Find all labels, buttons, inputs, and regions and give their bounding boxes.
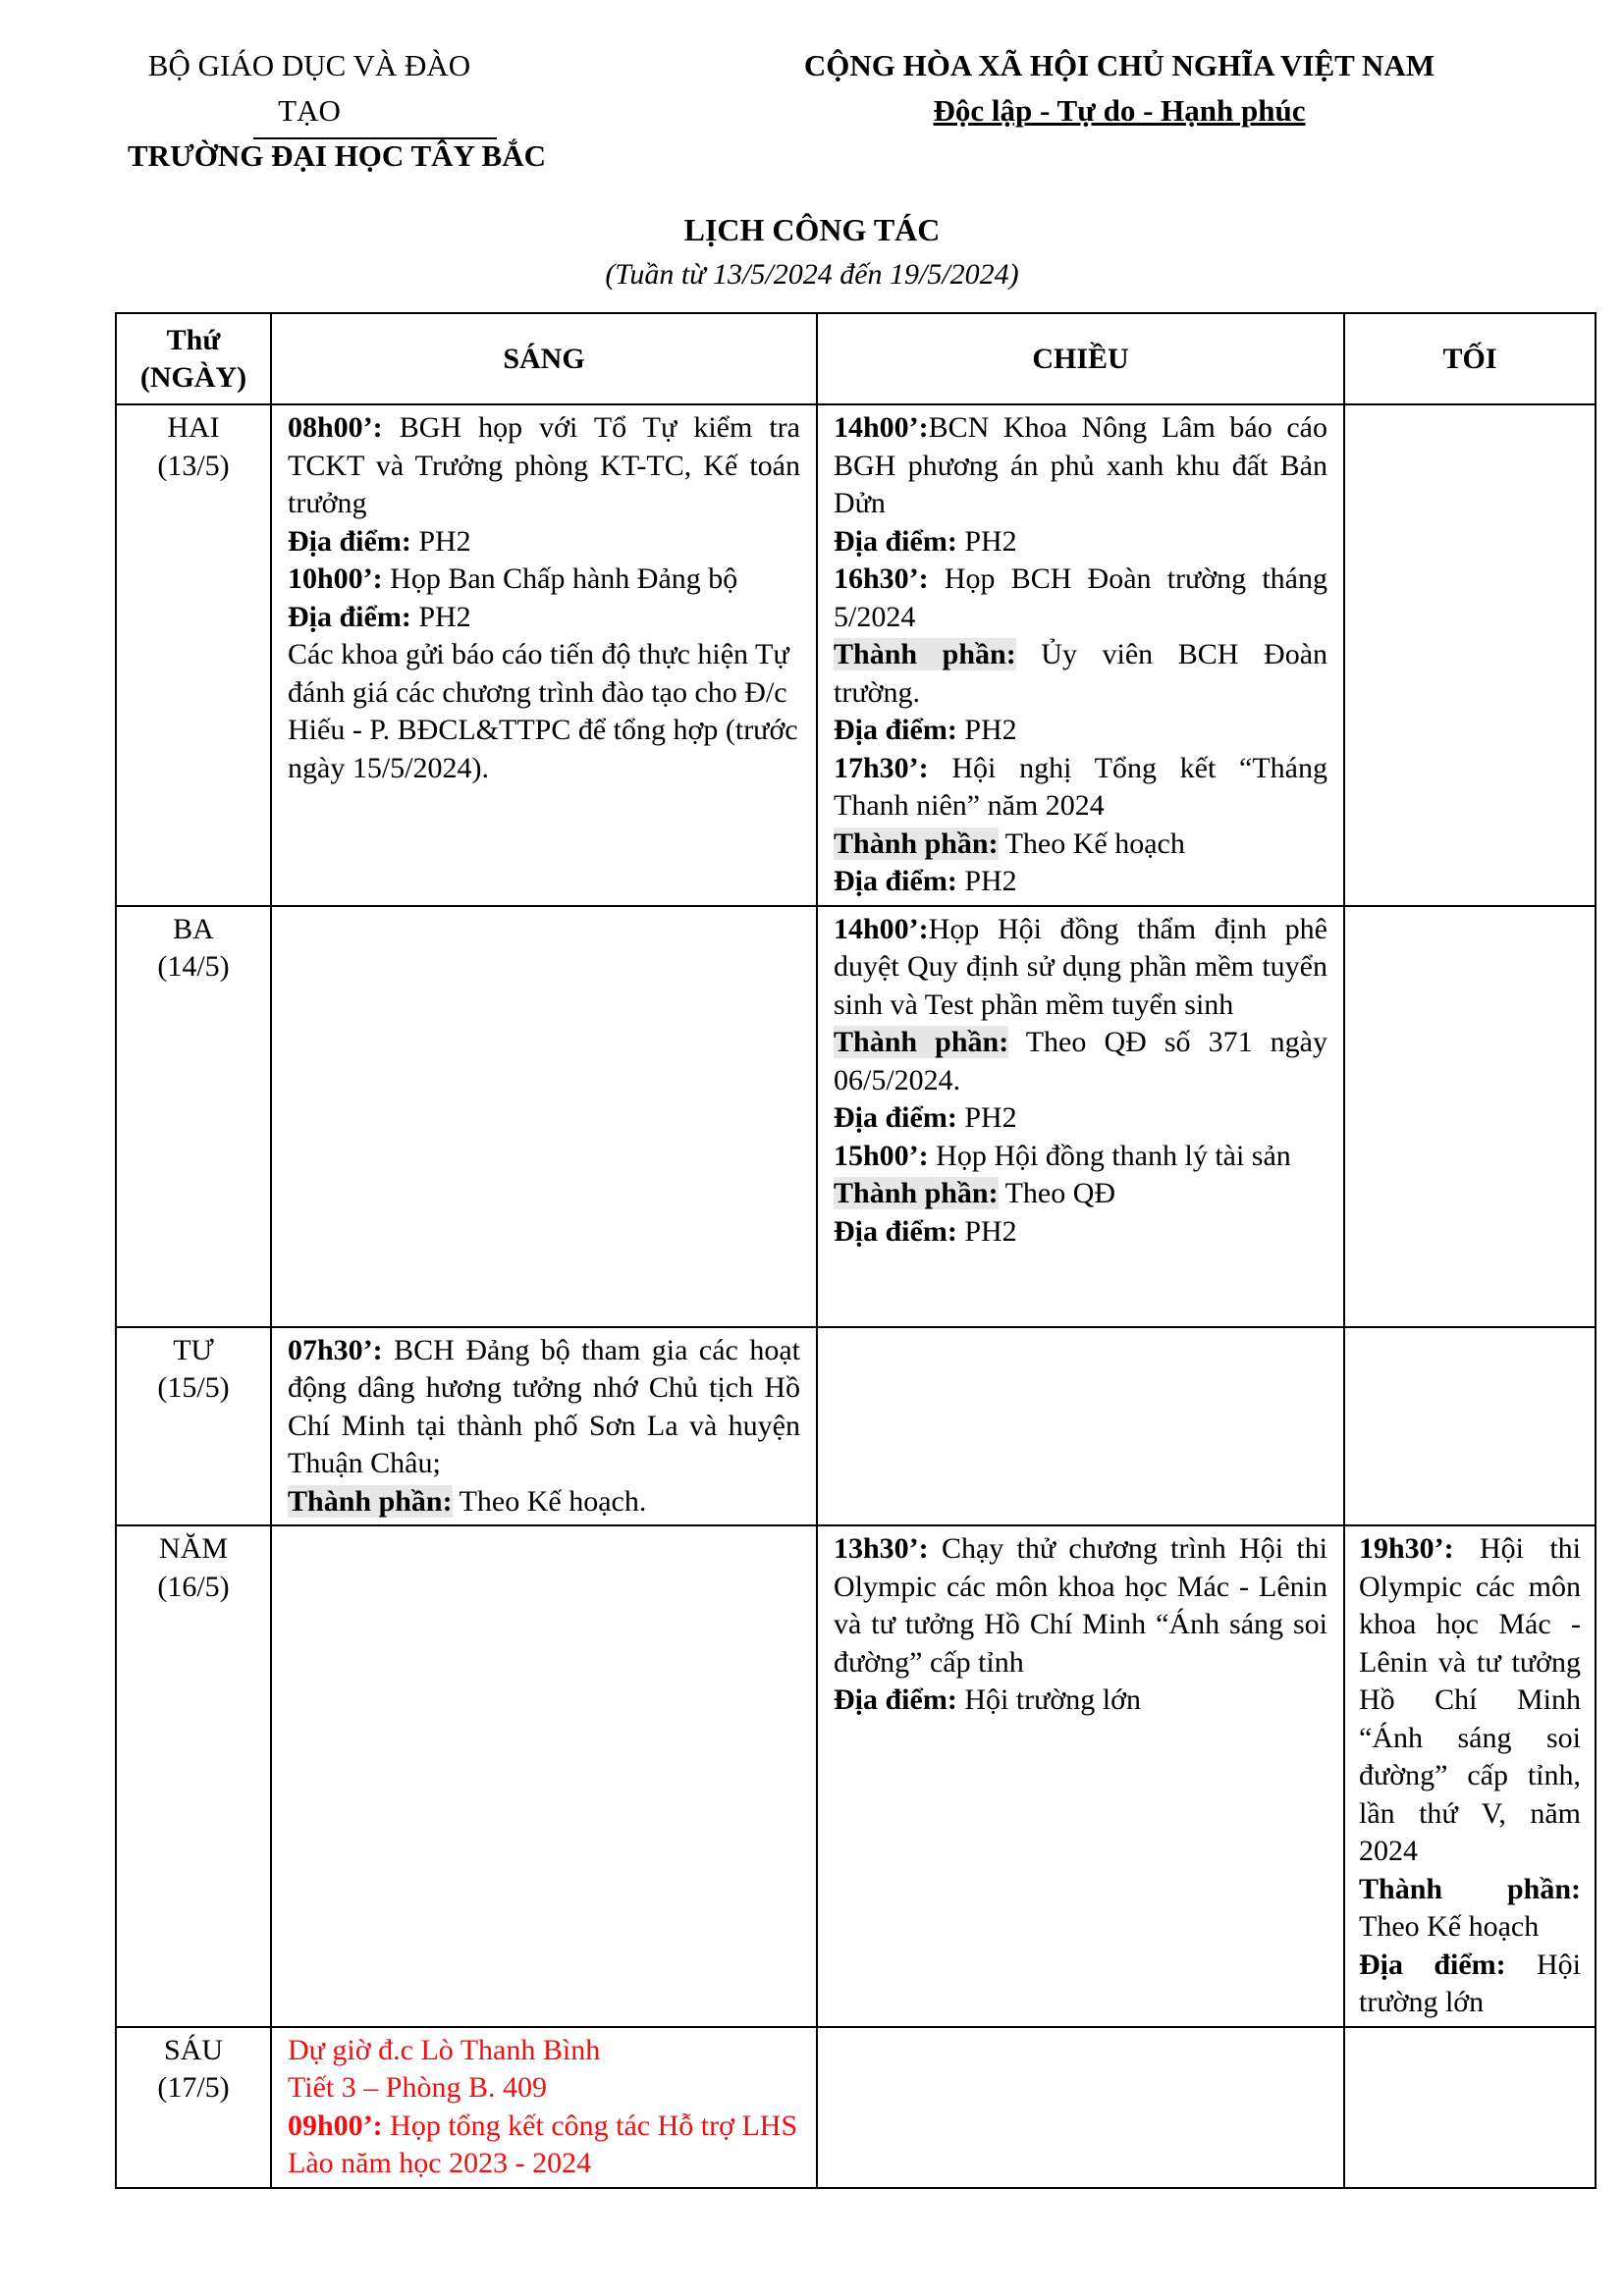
afternoon-cell bbox=[817, 1525, 1344, 2027]
participants-value: Theo Kế hoạch bbox=[998, 827, 1185, 860]
table-row bbox=[116, 906, 1596, 1327]
national-motto: Độc lập - Tự do - Hạnh phúc bbox=[933, 93, 1306, 128]
column-header-day bbox=[116, 313, 271, 404]
day-cell bbox=[116, 1327, 271, 1526]
location-label: Địa điểm: bbox=[834, 865, 957, 897]
afternoon-cell bbox=[817, 906, 1344, 1327]
participants-value: Theo QĐ bbox=[998, 1177, 1116, 1209]
participants-line bbox=[1359, 1871, 1581, 1947]
day-cell bbox=[116, 404, 271, 906]
participants-line bbox=[834, 636, 1327, 712]
location-value: PH2 bbox=[956, 1214, 1017, 1248]
schedule-entry bbox=[834, 750, 1327, 826]
entry-text: Họp Hội đồng thanh lý tài sản bbox=[928, 1139, 1291, 1172]
location-line bbox=[834, 1682, 1327, 1720]
location-line bbox=[1359, 1947, 1581, 2022]
location-label: Địa điểm: bbox=[834, 1683, 957, 1716]
entry-text: Hội nghị Tổng kết “Tháng Thanh niên” năm 2024 bbox=[834, 751, 1327, 822]
day-date: (17/5) bbox=[157, 2071, 230, 2104]
afternoon-cell bbox=[817, 404, 1344, 906]
column-header-afternoon: CHIỀU bbox=[817, 313, 1344, 404]
location-line bbox=[834, 863, 1327, 901]
schedule-entry bbox=[288, 2108, 800, 2183]
schedule-note: Tiết 3 – Phòng B. 409 bbox=[288, 2071, 547, 2104]
entry-time: 08h00’: bbox=[288, 411, 383, 444]
school-name: TRƯỜNG ĐẠI HỌC TÂY BẮC bbox=[128, 138, 546, 173]
entry-time: 14h00’: bbox=[834, 912, 929, 945]
header-underline bbox=[253, 137, 497, 139]
participants-line bbox=[834, 1024, 1327, 1099]
schedule-entry bbox=[834, 911, 1327, 1025]
participants-value: Theo Kế hoạch. bbox=[452, 1484, 647, 1518]
table-row bbox=[116, 1327, 1596, 1526]
schedule-entry bbox=[834, 1530, 1327, 1682]
participants-line bbox=[834, 1175, 1327, 1213]
entry-time: 16h30’: bbox=[834, 562, 929, 595]
location-label: Địa điểm: bbox=[1359, 1948, 1506, 1981]
evening-cell bbox=[1344, 404, 1596, 906]
entry-text: Họp BCH Đoàn trường tháng 5/2024 bbox=[834, 562, 1327, 633]
location-label: Địa điểm: bbox=[834, 524, 957, 558]
table-header-row bbox=[116, 313, 1596, 404]
location-value: Hội trường lớn bbox=[1359, 1948, 1581, 2018]
location-value: PH2 bbox=[956, 865, 1017, 897]
participants-line bbox=[288, 1483, 800, 1522]
participants-line bbox=[834, 826, 1327, 864]
afternoon-cell bbox=[817, 2027, 1344, 2188]
schedule-note: Dự giờ đ.c Lò Thanh Bình bbox=[288, 2033, 601, 2066]
morning-cell bbox=[271, 906, 817, 1327]
location-line bbox=[834, 712, 1327, 750]
participants-label: Thành phần: bbox=[834, 827, 999, 860]
participants-label: Thành phần: bbox=[1359, 1872, 1581, 1905]
location-value: PH2 bbox=[410, 524, 471, 558]
ministry-name: BỘ GIÁO DỤC VÀ ĐÀO TẠO bbox=[147, 48, 471, 128]
evening-cell bbox=[1344, 1327, 1596, 1526]
entry-time: 13h30’: bbox=[834, 1532, 929, 1565]
location-line bbox=[834, 1099, 1327, 1138]
day-cell bbox=[116, 906, 271, 1327]
schedule-entry bbox=[834, 561, 1327, 636]
schedule-entry bbox=[288, 409, 800, 523]
location-label: Địa điểm: bbox=[834, 1101, 957, 1134]
location-label: Địa điểm: bbox=[288, 524, 411, 558]
morning-cell bbox=[271, 1327, 817, 1526]
entry-time: 19h30’: bbox=[1359, 1532, 1454, 1565]
entry-time: 17h30’: bbox=[834, 751, 929, 784]
page-title: LỊCH CÔNG TÁC bbox=[683, 212, 941, 247]
evening-cell bbox=[1344, 906, 1596, 1327]
column-header-date-label: (NGÀY) bbox=[139, 360, 247, 394]
schedule-entry bbox=[1359, 1530, 1581, 1871]
location-value: PH2 bbox=[410, 600, 471, 633]
country-name: CỘNG HÒA XÃ HỘI CHỦ NGHĨA VIỆT NAM bbox=[803, 48, 1435, 82]
day-cell bbox=[116, 1525, 271, 2027]
entry-time: 14h00’: bbox=[834, 411, 929, 444]
day-date: (15/5) bbox=[157, 1371, 230, 1404]
column-header-morning: SÁNG bbox=[271, 313, 817, 404]
participants-value: Ủy viên BCH Đoàn trường. bbox=[834, 638, 1328, 709]
table-row bbox=[116, 1525, 1596, 2027]
location-value: PH2 bbox=[956, 714, 1017, 746]
evening-cell bbox=[1344, 2027, 1596, 2188]
location-line bbox=[834, 1213, 1327, 1252]
morning-cell bbox=[271, 1525, 817, 2027]
day-date: (14/5) bbox=[157, 950, 230, 983]
entry-text: BGH họp với Tổ Tự kiểm tra TCKT và Trưởng phòng KT-TC, Kế toán trưởng bbox=[288, 411, 800, 519]
participants-label: Thành phần: bbox=[288, 1484, 453, 1518]
schedule-entry bbox=[288, 561, 800, 599]
day-date: (13/5) bbox=[157, 449, 230, 482]
entry-text: Chạy thử chương trình Hội thi Olympic các môn khoa học Mác - Lênin và tư tưởng Hồ Chí Minh “Ánh sáng soi đường” cấp tỉnh bbox=[834, 1532, 1327, 1679]
evening-cell bbox=[1344, 1525, 1596, 2027]
header-right bbox=[776, 43, 1463, 133]
header-left bbox=[128, 43, 546, 179]
schedule-entry bbox=[834, 1138, 1327, 1176]
entry-time: 09h00’: bbox=[288, 2109, 383, 2142]
location-label: Địa điểm: bbox=[288, 600, 411, 633]
entry-text: BCH Đảng bộ tham gia các hoạt động dâng hương tưởng nhớ Chủ tịch Hồ Chí Minh tại thành phố Sơn La và huyện Thuận Châu; bbox=[288, 1333, 800, 1479]
location-value: PH2 bbox=[956, 524, 1017, 558]
location-value: Hội trường lớn bbox=[956, 1683, 1141, 1716]
day-cell bbox=[116, 2027, 271, 2188]
day-date: (16/5) bbox=[157, 1570, 230, 1603]
entry-time: 15h00’: bbox=[834, 1139, 929, 1172]
table-row bbox=[116, 2027, 1596, 2188]
entry-time: 07h30’: bbox=[288, 1333, 383, 1366]
location-label: Địa điểm: bbox=[834, 1214, 957, 1248]
location-line bbox=[288, 599, 800, 637]
entry-text: BCN Khoa Nông Lâm báo cáo BGH phương án phủ xanh khu đất Bản Dửn bbox=[834, 411, 1327, 519]
day-name: SÁU bbox=[163, 2033, 223, 2066]
schedule-note: Các khoa gửi báo cáo tiến độ thực hiện Tự đánh giá các chương trình đào tạo cho Đ/c Hiếu - P. BĐCL&TTPC để tổng hợp (trước ngày 15/5/2024). bbox=[288, 638, 798, 784]
participants-label: Thành phần: bbox=[834, 1026, 1009, 1058]
participants-value: Theo QĐ số 371 ngày 06/5/2024. bbox=[834, 1026, 1327, 1096]
location-label: Địa điểm: bbox=[834, 714, 957, 746]
entry-text: Hội thi Olympic các môn khoa học Mác - Lênin và tư tưởng Hồ Chí Minh “Ánh sáng soi đường” cấp tỉnh, lần thứ V, năm 2024 bbox=[1359, 1532, 1581, 1867]
location-value: PH2 bbox=[956, 1101, 1017, 1134]
entry-text: Họp tổng kết công tác Hỗ trợ LHS Lào năm học 2023 - 2024 bbox=[288, 2109, 798, 2179]
day-name: BA bbox=[173, 912, 214, 945]
schedule-entry bbox=[834, 409, 1327, 523]
entry-text: Họp Hội đồng thẩm định phê duyệt Quy định sử dụng phần mềm tuyển sinh và Test phần mềm tuyển sinh bbox=[834, 912, 1327, 1021]
page-subtitle: (Tuần từ 13/5/2024 đến 19/5/2024) bbox=[605, 258, 1019, 291]
column-header-evening: TỐI bbox=[1344, 313, 1596, 404]
location-line bbox=[288, 523, 800, 561]
location-line bbox=[834, 523, 1327, 561]
entry-text: Họp Ban Chấp hành Đảng bộ bbox=[382, 562, 738, 595]
day-name: NĂM bbox=[158, 1532, 228, 1565]
morning-cell bbox=[271, 404, 817, 906]
day-name: TƯ bbox=[173, 1333, 214, 1366]
participants-label: Thành phần: bbox=[834, 1177, 999, 1209]
participants-value: Theo Kế hoạch bbox=[1359, 1910, 1540, 1943]
morning-cell bbox=[271, 2027, 817, 2188]
participants-label: Thành phần: bbox=[834, 638, 1016, 670]
schedule-entry bbox=[288, 1332, 800, 1483]
afternoon-cell bbox=[817, 1327, 1344, 1526]
column-header-day-label: Thứ bbox=[166, 323, 221, 356]
entry-time: 10h00’: bbox=[288, 562, 383, 595]
table-row bbox=[116, 404, 1596, 906]
day-name: HAI bbox=[167, 411, 220, 444]
schedule-table bbox=[115, 312, 1597, 2189]
